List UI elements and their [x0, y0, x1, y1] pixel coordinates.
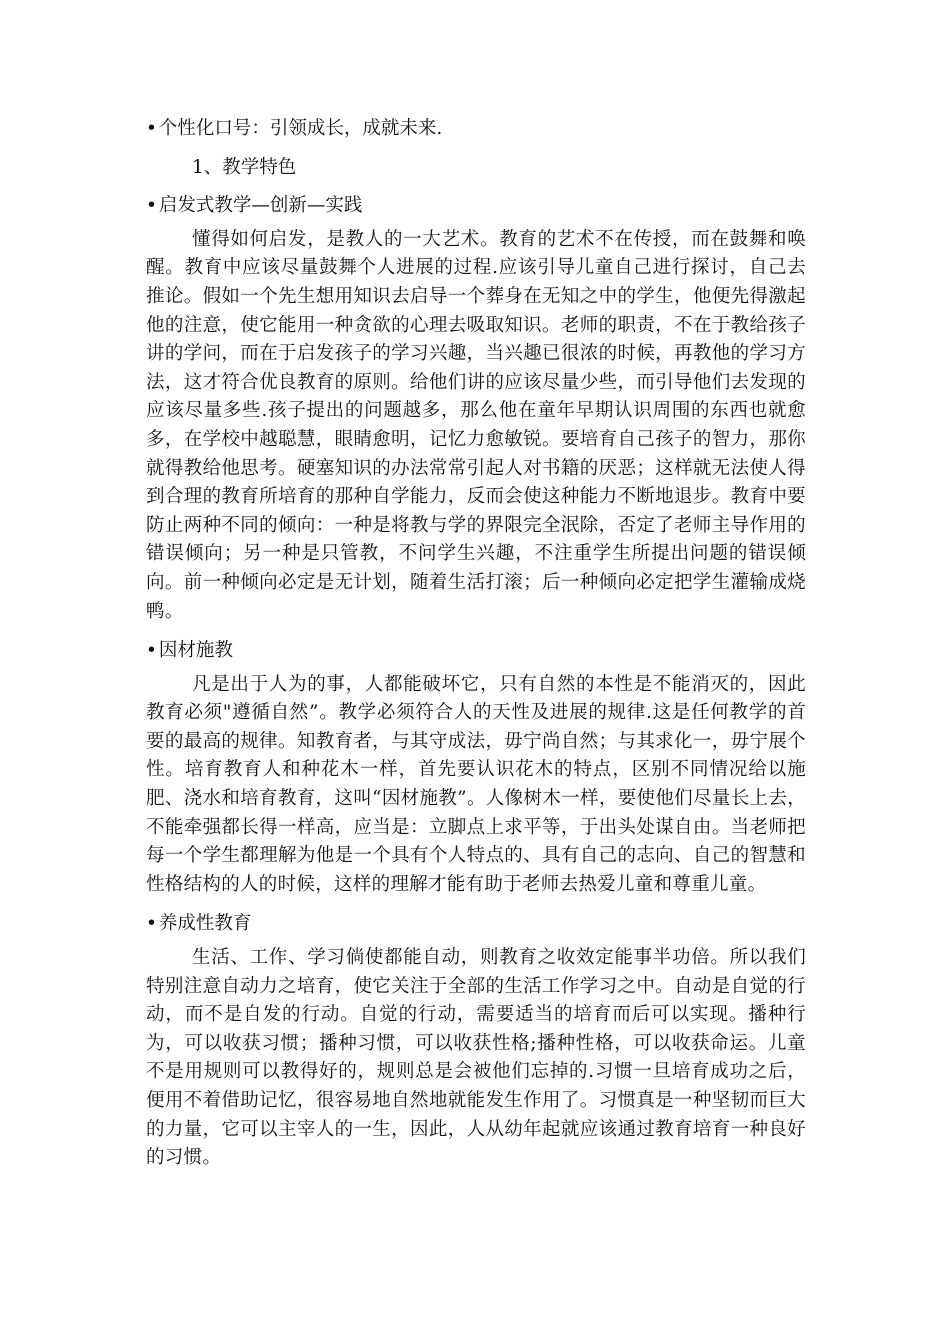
heading-individualized: [146, 632, 806, 671]
bullet-icon: •: [146, 195, 157, 217]
heading-habit: [146, 905, 806, 944]
slogan-text: 个性化口号：引领成长，成就未来.: [158, 118, 443, 139]
paragraph-individualized: 凡是出于人为的事，人都能破坏它，只有自然的本性是不能消灭的，因此教育必须"遵循自然”。教学必须符合人的天性及进展的规律.这是任何教学的首要的最高的规律。知教育者，与其守成法，毋宁尚自然；与其求化一，毋宁展个性。培育教育人和种花木一样，首先要认识花木的特点，区别不同情况给以施肥、浇水和培育教育，这叫“因材施教”。人像树木一样，要使他们尽量长上去，不能牵强都长得一样高，应当是：立脚点上求平等，于出头处谋自由。当老师把每一个学生都理解为他是一个具有个人特点的、具有自己的志向、自己的智慧和性格结构的人的时候，这样的理解才能有助于老师去热爱儿童和尊重儿童。: [146, 673, 806, 895]
section-title: 1、教学特色: [192, 156, 297, 178]
slogan-line: [146, 110, 806, 149]
bullet-icon: •: [146, 640, 157, 662]
heading-heuristic: [146, 187, 806, 226]
paragraph-heuristic: 懂得如何启发，是教人的一大艺术。教育的艺术不在传授，而在鼓舞和唤醒。教育中应该尽量鼓舞个人进展的过程.应该引导儿童自己进行探讨，自己去推论。假如一个先生想用知识去启导一个葬身在无知之中的学生，他便先得激起他的注意，使它能用一种贪欲的心理去吸取知识。老师的职责，不在于教给孩子讲的学问，而在于启发孩子的学习兴趣，当兴趣已很浓的时候，再教他的学习方法，这才符合优良教育的原则。给他们讲的应该尽量少些，而引导他们去发现的应该尽量多些.孩子提出的问题越多，那么他在童年早期认识周围的东西也就愈多，在学校中越聪慧，眼睛愈明，记忆力愈敏锐。要培育自己孩子的智力，那你就得教给他思考。硬塞知识的办法常常引起人对书籍的厌恶；这样就无法使人得到合理的教育所培育的那种自学能力，反而会使这种能力不断地退步。教育中要防止两种不同的倾向：一种是将教与学的界限完全泯除，否定了老师主导作用的错误倾向；另一种是只管教，不问学生兴趣，不注重学生所提出问题的错误倾向。前一种倾向必定是无计划，随着生活打滚；后一种倾向必定把学生灌输成烧鸭。: [146, 228, 806, 622]
document-page: [146, 110, 806, 1179]
heading-habit-text: 养成性教育: [158, 913, 252, 935]
heading-individualized-text: 因材施教: [158, 640, 233, 662]
paragraph-habit: 生活、工作、学习倘使都能自动，则教育之收效定能事半功倍。所以我们特别注意自动力之培育，使它关注于全部的生活工作学习之中。自动是自觉的行动，而不是自发的行动。自觉的行动，需要适当的培育而后可以实现。播种行为，可以收获习惯；播种习惯，可以收获性格;播种性格，可以收获命运。儿童不是用规则可以教得好的，规则总是会被他们忘掉的.习惯一旦培育成功之后，便用不着借助记忆，很容易地自然地就能发生作用了。习惯真是一种坚韧而巨大的力量，它可以主宰人的一生，因此，人从幼年起就应该通过教育培育一种良好的习惯。: [146, 947, 806, 1169]
heading-heuristic-text: 启发式教学—创新—实践: [158, 195, 363, 217]
bullet-icon: •: [146, 913, 157, 935]
bullet-icon: •: [146, 118, 157, 139]
